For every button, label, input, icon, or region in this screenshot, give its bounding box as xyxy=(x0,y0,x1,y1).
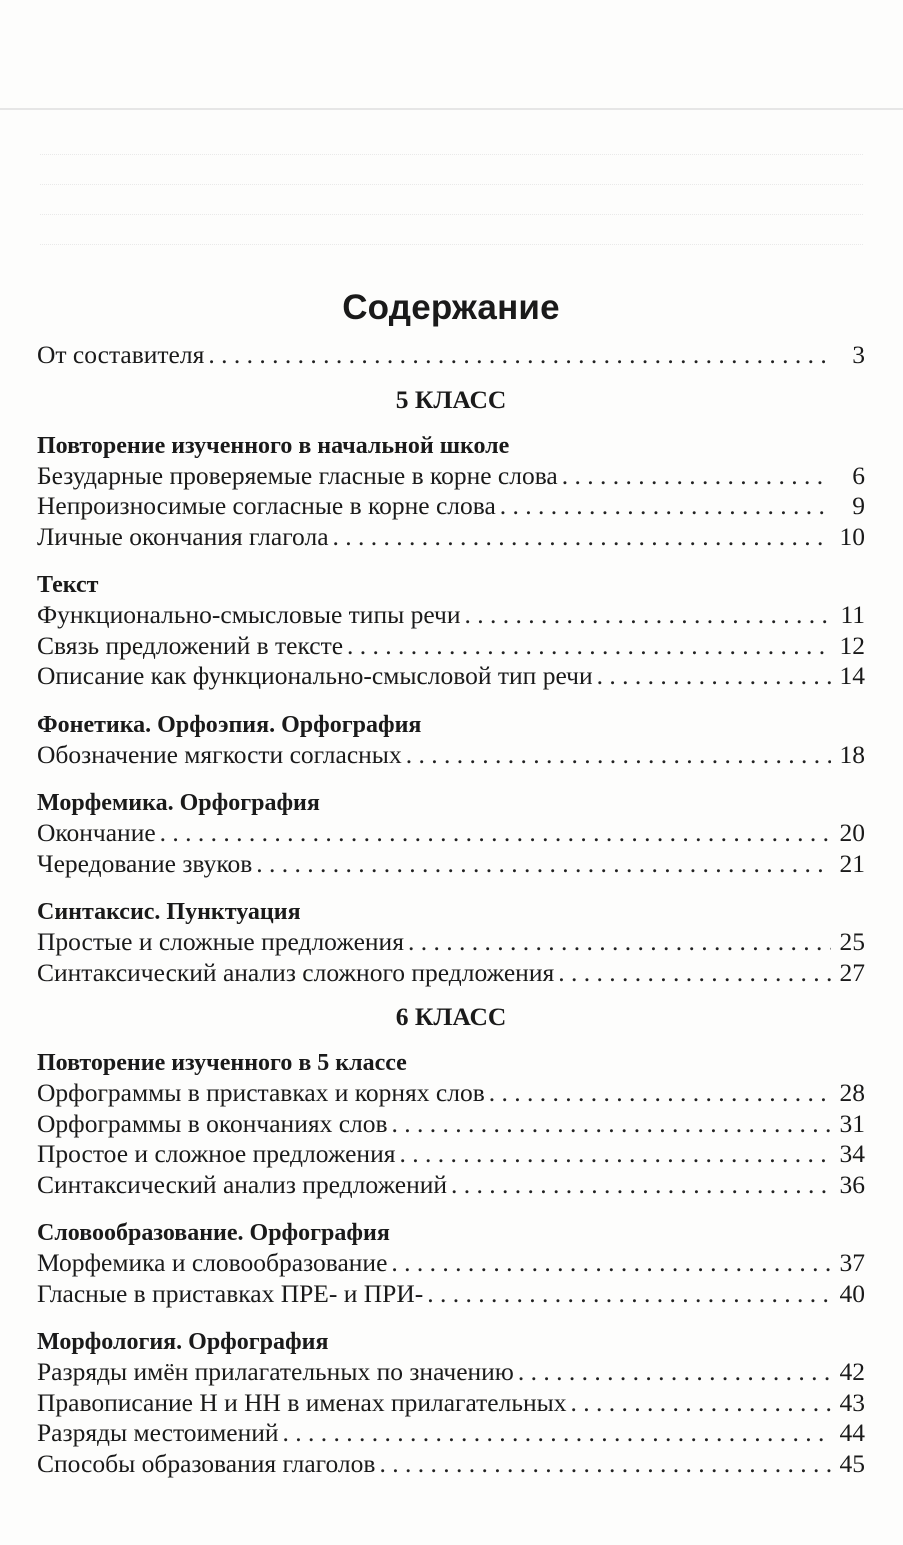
entry-title: Описание как функционально-смысловой тип речи xyxy=(37,661,593,690)
leader-dots xyxy=(408,927,831,958)
toc-entry xyxy=(37,1279,865,1310)
entry-page: 18 xyxy=(839,739,865,769)
section-heading: Морфемика. Орфография xyxy=(37,790,320,816)
toc-entry xyxy=(37,958,865,989)
entry-title: Орфограммы в приставках и корнях слов xyxy=(37,1078,485,1107)
leader-dots xyxy=(562,461,831,492)
section-heading: Повторение изученного в начальной школе xyxy=(37,432,510,459)
entry-title: Простые и сложные предложения xyxy=(37,927,404,956)
toc-entry xyxy=(37,1170,865,1201)
entry-title: Простое и сложное предложения xyxy=(37,1139,396,1168)
entry-title: Чередование звуков xyxy=(37,848,253,878)
leader-dots xyxy=(347,631,831,662)
entry-title: Окончание xyxy=(37,818,156,847)
entry-page: 27 xyxy=(839,957,865,987)
grade-heading: 6 КЛАСС xyxy=(395,1002,507,1031)
toc-entry xyxy=(37,491,865,522)
leader-dots xyxy=(392,1109,831,1140)
entry-page: 6 xyxy=(852,460,865,490)
toc-entry xyxy=(37,1388,865,1419)
leader-dots xyxy=(283,1418,831,1449)
entry-page: 11 xyxy=(840,600,865,629)
entry-page: 43 xyxy=(839,1387,865,1417)
leader-dots xyxy=(518,1357,831,1388)
entry-title: Разряды имён прилагательных по значению xyxy=(37,1357,514,1386)
entry-page: 42 xyxy=(839,1357,865,1386)
leader-dots xyxy=(333,522,831,553)
entry-page: 34 xyxy=(839,1139,865,1168)
toc-entry xyxy=(37,661,865,692)
entry-title: Обозначение мягкости согласных xyxy=(37,739,402,769)
entry-title: Синтаксический анализ сложного предложения xyxy=(37,957,555,987)
leader-dots xyxy=(465,600,831,631)
page-title: Содержание xyxy=(342,288,560,327)
section-heading: Текст xyxy=(37,572,99,598)
entry-title: Функционально-смысловые типы речи xyxy=(37,600,461,629)
entry-title: Гласные в приставках ПРЕ- и ПРИ- xyxy=(37,1278,424,1308)
entry-page: 10 xyxy=(839,521,865,551)
toc-entry xyxy=(37,1078,865,1109)
entry-title: Непроизносимые согласные в корне слова xyxy=(37,491,496,520)
table-of-contents xyxy=(37,288,865,1479)
leader-dots xyxy=(571,1388,832,1419)
show-through-header xyxy=(0,78,903,110)
toc-entry xyxy=(37,849,865,880)
toc-entry xyxy=(37,1357,865,1388)
entry-page: 3 xyxy=(852,340,865,369)
entry-page: 14 xyxy=(839,661,865,690)
leader-dots xyxy=(489,1078,831,1109)
leader-dots xyxy=(379,1449,831,1480)
leader-dots xyxy=(160,818,831,849)
entry-page: 21 xyxy=(839,848,865,878)
section-heading: Повторение изученного в 5 классе xyxy=(37,1050,407,1076)
leader-dots xyxy=(399,1139,831,1170)
entry-title: Морфемика и словообразование xyxy=(37,1248,388,1277)
toc-entry xyxy=(37,1109,865,1140)
toc-entry xyxy=(37,461,865,492)
leader-dots xyxy=(597,661,831,692)
entry-title: Безударные проверяемые гласные в корне слова xyxy=(37,460,558,490)
toc-entry xyxy=(37,522,865,553)
entry-page: 12 xyxy=(839,630,865,660)
toc-entry xyxy=(37,927,865,958)
show-through-line xyxy=(40,170,863,185)
entry-page: 40 xyxy=(839,1278,865,1308)
section-heading: Морфология. Орфография xyxy=(37,1329,329,1355)
toc-entry xyxy=(37,740,865,771)
entry-title: Разряды местоимений xyxy=(37,1418,279,1447)
entry-page: 37 xyxy=(839,1248,865,1277)
show-through-line xyxy=(40,140,863,155)
section-heading: Синтаксис. Пунктуация xyxy=(37,899,301,925)
entry-title: Правописание Н и НН в именах прилагательных xyxy=(37,1387,567,1417)
entry-page: 25 xyxy=(839,927,865,956)
entry-page: 9 xyxy=(852,491,865,520)
entry-title: Связь предложений в тексте xyxy=(37,630,344,660)
entry-title: Синтаксический анализ предложений xyxy=(37,1169,448,1199)
leader-dots xyxy=(558,958,831,989)
leader-dots xyxy=(406,740,831,771)
leader-dots xyxy=(256,849,831,880)
section-heading: Словообразование. Орфография xyxy=(37,1220,390,1246)
show-through-line xyxy=(40,230,863,245)
entry-page: 44 xyxy=(839,1418,865,1447)
leader-dots xyxy=(500,491,831,522)
toc-entry xyxy=(37,600,865,631)
toc-entry xyxy=(37,631,865,662)
entry-page: 36 xyxy=(839,1169,865,1199)
leader-dots xyxy=(391,1248,831,1279)
toc-entry xyxy=(37,818,865,849)
entry-title: Личные окончания глагола xyxy=(37,521,329,551)
leader-dots xyxy=(451,1170,831,1201)
entry-page: 20 xyxy=(839,818,865,847)
entry-page: 45 xyxy=(839,1448,865,1478)
grade-heading: 5 КЛАСС xyxy=(395,384,507,414)
entry-title: Способы образования глаголов xyxy=(37,1448,376,1478)
leader-dots xyxy=(208,340,831,371)
toc-entry xyxy=(37,1139,865,1170)
entry-title: От составителя xyxy=(37,340,205,369)
section-heading: Фонетика. Орфоэпия. Орфография xyxy=(37,711,422,738)
show-through-line xyxy=(40,200,863,215)
entry-title: Орфограммы в окончаниях слов xyxy=(37,1108,388,1138)
entry-page: 31 xyxy=(839,1108,865,1138)
toc-entry xyxy=(37,1449,865,1480)
toc-entry xyxy=(37,1418,865,1449)
toc-entry xyxy=(37,340,865,371)
leader-dots xyxy=(427,1279,831,1310)
entry-page: 28 xyxy=(839,1078,865,1107)
toc-entry xyxy=(37,1248,865,1279)
